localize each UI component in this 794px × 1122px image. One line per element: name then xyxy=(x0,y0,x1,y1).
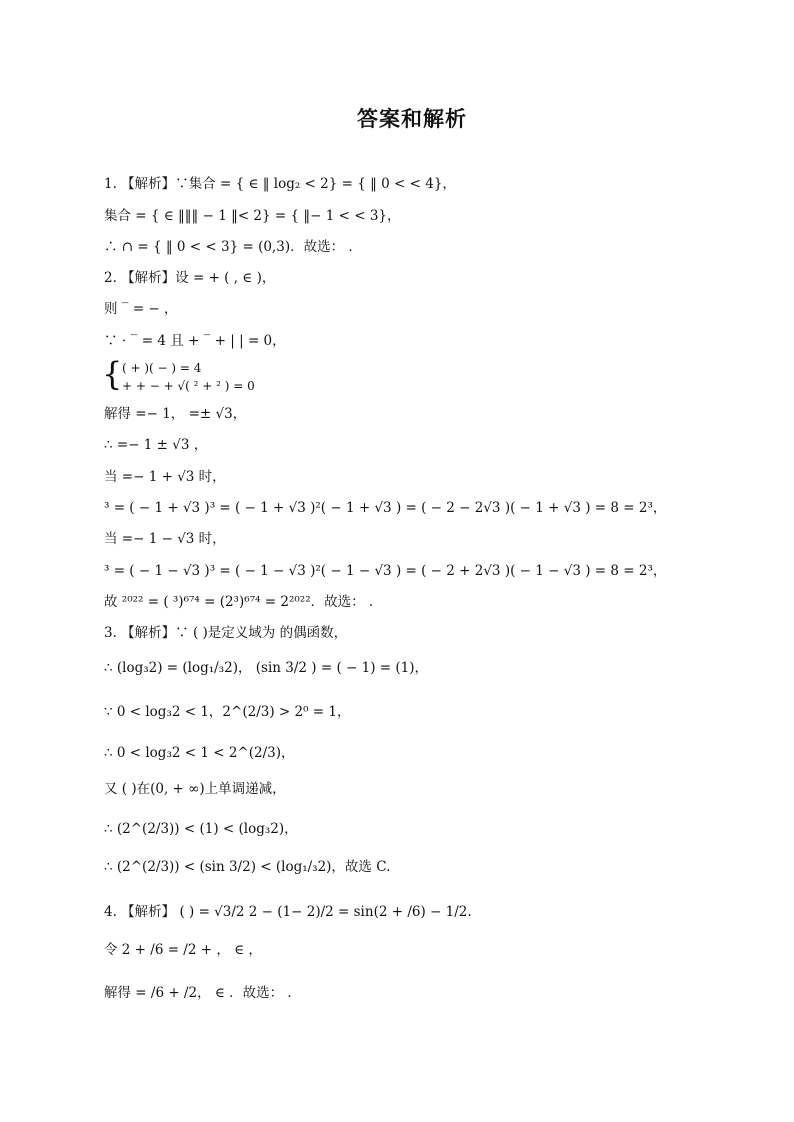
answer-3-line-3: ∵ 0 < log₃2 < 1，2^(2/3) > 2⁰ = 1， xyxy=(104,704,351,720)
answer-2-line-2: 则 ‾ = − ， xyxy=(104,301,178,317)
answer-3-line-2: ∴ (log₃2) = (log₁/₃2)， (sin 3/2 ) = ( − 1) = (1)， xyxy=(104,660,428,676)
answer-4-line-1: 4. 【解析】 ( ) = √3/2 2 − (1− 2)/2 = sin(2 + /6) − 1/2. xyxy=(104,904,472,920)
page-title: 答案和解析 xyxy=(357,107,467,131)
answer-3-line-6: ∴ (2^(2/3)) < (1) < (log₃2)， xyxy=(104,821,298,837)
answer-1-line-1: 1. 【解析】∵集合 = { ∈ ‖ log₂ < 2} = { ‖ 0 < < 4}， xyxy=(104,176,456,192)
answer-4-line-2: 令 2 + /6 = /2 + ， ∈ ， xyxy=(104,942,262,958)
answer-2-line-3: ∵ ⋅ ‾ = 4 且 + ‾ + | | = 0， xyxy=(104,333,286,349)
answer-2-line-6: 当 =− 1 + √3 时， xyxy=(104,469,226,485)
answer-2-line-10: 故 ²⁰²² = ( ³)⁶⁷⁴ = (2³)⁶⁷⁴ = 2²⁰²²．故选： ． xyxy=(104,594,383,610)
answer-2-system-eq-2: + + − + √( ² + ² ) = 0 xyxy=(122,379,255,393)
answer-3-line-7: ∴ (2^(2/3)) < (sin 3/2) < (log₁/₃2)，故选 C. xyxy=(104,859,391,875)
answer-1-line-3: ∴ ∩ = { ‖ 0 < < 3} = (0,3)．故选： ． xyxy=(104,239,362,255)
answer-3-line-4: ∴ 0 < log₃2 < 1 < 2^(2/3)， xyxy=(104,745,295,761)
system-brace: { xyxy=(102,355,123,393)
answer-3-line-1: 3. 【解析】∵ ( )是定义域为 的偶函数， xyxy=(104,625,348,641)
answer-2-line-5: ∴ =− 1 ± √3 ， xyxy=(104,437,208,453)
answer-1-line-2: 集合 = { ∈ ‖‖‖ − 1 ‖< 2} = { ‖− 1 < < 3}， xyxy=(104,208,401,224)
answer-3-line-5: 又 ( )在(0, + ∞)上单调递减， xyxy=(104,781,286,797)
answer-2-line-7: ³ = ( − 1 + √3 )³ = ( − 1 + √3 )²( − 1 + √3 ) = ( − 2 − 2√3 )( − 1 + √3 ) = 8 = 2³， xyxy=(104,500,667,516)
answer-2-line-9: ³ = ( − 1 − √3 )³ = ( − 1 − √3 )²( − 1 − √3 ) = ( − 2 + 2√3 )( − 1 − √3 ) = 8 = 2³， xyxy=(104,563,667,579)
answer-4-line-3: 解得 = /6 + /2， ∈ ．故选： ． xyxy=(104,985,301,1001)
answer-2-line-8: 当 =− 1 − √3 时， xyxy=(104,531,226,547)
answer-2-line-4: 解得 =− 1， =± √3， xyxy=(104,406,247,422)
answer-2-system-eq-1: ( + )( − ) = 4 xyxy=(122,361,202,375)
answer-2-line-1: 2. 【解析】设 = + ( , ∈ )， xyxy=(104,270,276,286)
